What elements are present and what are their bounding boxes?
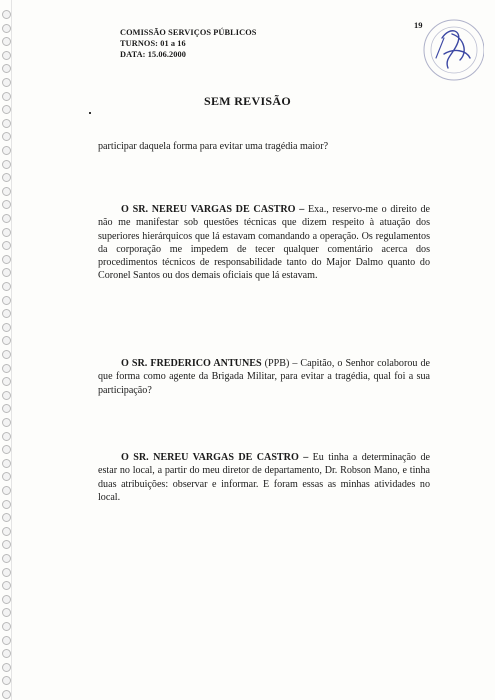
binder-hole — [2, 309, 11, 318]
paragraph-nereu-1 — [98, 203, 430, 283]
binder-hole — [2, 64, 11, 73]
binder-hole — [2, 690, 11, 699]
binder-hole — [2, 608, 11, 617]
binder-hole — [2, 323, 11, 332]
header-committee: COMISSÃO SERVIÇOS PÚBLICOS — [120, 28, 257, 37]
binder-hole — [2, 200, 11, 209]
header-turns: TURNOS: 01 a 16 — [120, 39, 186, 48]
paragraph-text: Exa., reservo-me o direito de não me manifestar sob questões técnicas que dizem respeito à atuação dos superiores hierárquicos que lá estavam comandando a operação. Os regulamentos da corporação me impedem de tecer qualquer comentário acerca dos procedimentos técnicos de responsabilidade tanto do Major Dalmo quanto do Coronel Santos ou dos demais oficiais que lá estavam. — [98, 204, 430, 282]
binder-hole — [2, 296, 11, 305]
binder-hole — [2, 636, 11, 645]
official-stamp-icon — [414, 8, 484, 86]
binder-hole — [2, 51, 11, 60]
binder-hole — [2, 622, 11, 631]
speaker-name: O SR. FREDERICO ANTUNES — [121, 358, 262, 369]
binder-hole — [2, 459, 11, 468]
binder-hole — [2, 241, 11, 250]
page-number: 19 — [414, 20, 423, 30]
binder-hole — [2, 10, 11, 19]
binder-hole — [2, 527, 11, 536]
binder-hole — [2, 187, 11, 196]
binder-hole — [2, 540, 11, 549]
binder-hole — [2, 500, 11, 509]
binder-hole — [2, 132, 11, 141]
paragraph-text: participar daquela forma para evitar uma tragédia maior? — [98, 141, 329, 152]
binder-hole — [2, 581, 11, 590]
binder-hole — [2, 78, 11, 87]
binder-hole — [2, 24, 11, 33]
binder-hole — [2, 214, 11, 223]
binder-hole — [2, 554, 11, 563]
paragraph-frederico — [98, 357, 430, 397]
binder-hole — [2, 513, 11, 522]
binder-hole — [2, 350, 11, 359]
binder-hole — [2, 336, 11, 345]
binder-hole — [2, 119, 11, 128]
binder-hole — [2, 255, 11, 264]
binder-hole — [2, 445, 11, 454]
speaker-name: O SR. NEREU VARGAS DE CASTRO – — [121, 204, 305, 215]
paragraph-nereu-2 — [98, 451, 430, 504]
binder-hole — [2, 432, 11, 441]
binder-hole — [2, 676, 11, 685]
binder-hole — [2, 418, 11, 427]
binder-hole — [2, 160, 11, 169]
binder-hole — [2, 268, 11, 277]
page-title: SEM REVISÃO — [204, 94, 291, 108]
paragraph-question-end — [98, 140, 398, 153]
binder-hole — [2, 486, 11, 495]
binder-hole — [2, 391, 11, 400]
binder-hole — [2, 364, 11, 373]
paragraph-text: Eu tinha a determinação de estar no local, a partir do meu diretor de departamento, Dr. Robson Mano, e tinha duas atribuições: observar e informar. E foram essas as minhas atividades no local. — [98, 452, 430, 503]
speaker-name: O SR. NEREU VARGAS DE CASTRO – — [121, 452, 309, 463]
header-date: DATA: 15.06.2000 — [120, 50, 187, 59]
document-header — [120, 27, 256, 60]
binder-hole — [2, 649, 11, 658]
binder-hole — [2, 228, 11, 237]
paragraph-text: (PPB) – Capitão, o Senhor colaborou de que forma como agente da Brigada Militar, para evitar a tragédia, qual foi a sua participação? — [98, 358, 430, 396]
binder-hole — [2, 595, 11, 604]
binder-hole — [2, 37, 11, 46]
stray-mark — [89, 112, 91, 114]
binder-hole — [2, 173, 11, 182]
binder-hole — [2, 472, 11, 481]
binder-hole — [2, 146, 11, 155]
binder-hole — [2, 663, 11, 672]
binder-hole — [2, 568, 11, 577]
binder-hole — [2, 282, 11, 291]
binder-hole — [2, 404, 11, 413]
binder-hole — [2, 377, 11, 386]
